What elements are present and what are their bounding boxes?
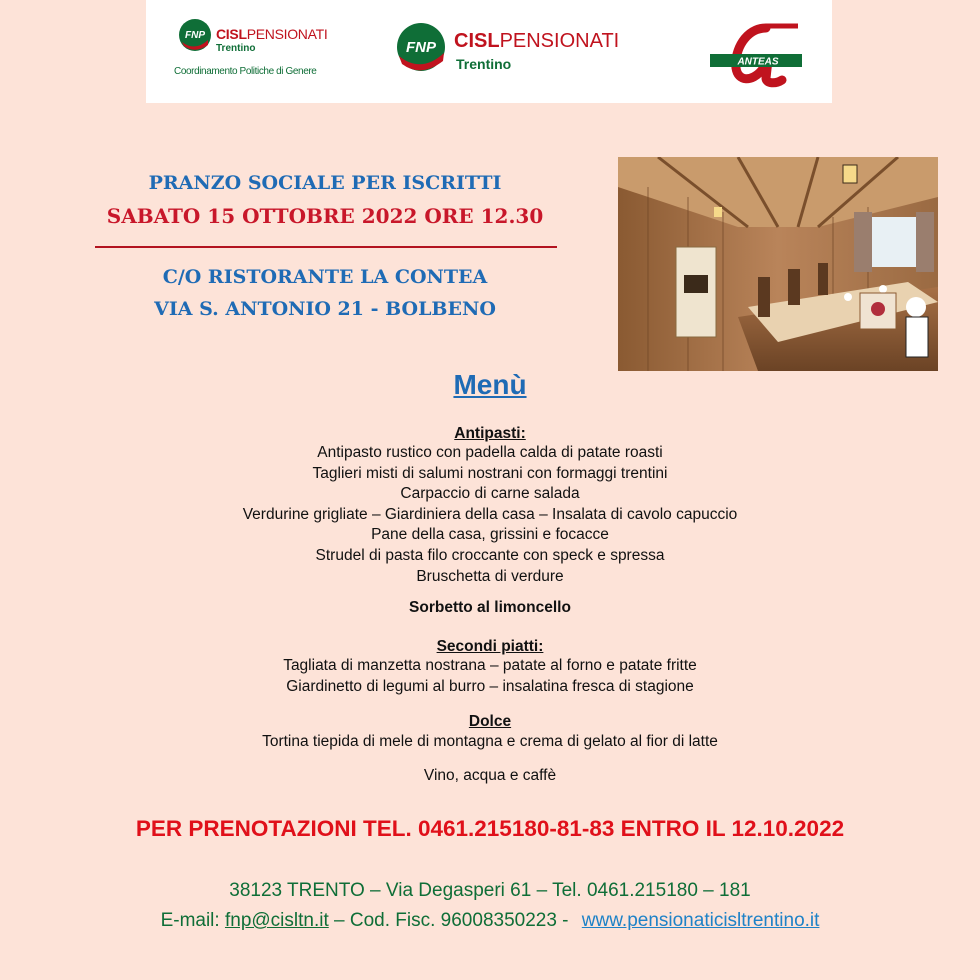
event-venue: C/O RISTORANTE LA CONTEA [162,266,488,288]
secondi-heading: Secondi piatti: [436,638,544,655]
menu-item: Giardinetto di legumi al burro – insalatina fresca di stagione [286,677,694,695]
dolce-heading: Dolce [468,713,512,730]
menu-item: Antipasto rustico con padella calda di patate roasti [317,444,663,461]
anteas-mark-icon [706,20,806,88]
menu-title: Menù [453,369,527,400]
header [0,0,980,103]
menu-item: Bruschetta di verdure [416,567,564,585]
small-logo-name: CISLPENSIONATI [216,26,328,42]
fnp-cisl-small-logo [174,18,328,77]
sorbetto: Sorbetto al limoncello [409,599,571,616]
fnp-badge-text: FNP [185,30,205,41]
title-divider [95,246,557,248]
event-address: VIA S. ANTONIO 21 - BOLBENO [154,298,496,320]
restaurant-photo [618,157,938,371]
fnp-badge-icon [178,18,212,52]
event-date: SABATO 15 OTTOBRE 2022 ORE 12.30 [106,204,544,228]
website-link[interactable]: www.pensionaticisltrentino.it [581,910,820,931]
anteas-logo [706,20,806,93]
dolce-section [90,712,890,752]
fnp-main-badge-text: FNP [406,39,436,56]
menu-item: Tortina tiepida di mele di montagna e crema di gelato al fior di latte [262,733,718,750]
footer-address: 38123 TRENTO – Via Degasperi 61 – Tel. 0461.215180 – 181 [229,880,751,901]
event-title: PRANZO SOCIALE PER ISCRITTI [148,172,502,194]
anteas-text: ANTEAS [737,56,779,68]
secondi-section [90,637,890,697]
antipasti-section [90,424,890,587]
small-logo-region: Trentino [216,43,256,54]
email-label: E-mail: [160,910,225,931]
bevande: Vino, acqua e caffè [423,767,557,784]
email-link[interactable]: fnp@cisltn.it [224,910,329,931]
booking-info: PER PRENOTAZIONI TEL. 0461.215180-81-83 ENTRO IL 12.10.2022 [135,816,845,841]
codfisc-text: – Cod. Fisc. 96008350223 - [328,910,574,931]
fnp-main-badge-icon [394,22,448,74]
antipasti-heading: Antipasti: [454,425,526,442]
menu-item: Verdurine grigliate – Giardiniera della casa – Insalata di cavolo capuccio [242,505,738,523]
menu-item: Tagliata di manzetta nostrana – patate al forno e patate fritte [283,657,697,674]
menu-item: Carpaccio di carne salada [400,485,580,503]
menu-item: Strudel di pasta filo croccante con speck e spressa [315,546,665,564]
menu-item: Pane della casa, grissini e focacce [371,526,609,544]
main-logo-name: CISLPENSIONATI [454,30,620,52]
fnp-cisl-main-logo [394,22,620,79]
main-logo-region: Trentino [456,56,512,72]
footer-contacts [40,910,940,932]
menu-item: Taglieri misti di salumi nostrani con formaggi trentini [312,464,668,482]
small-logo-subtitle: Coordinamento Politiche di Genere [174,66,317,77]
